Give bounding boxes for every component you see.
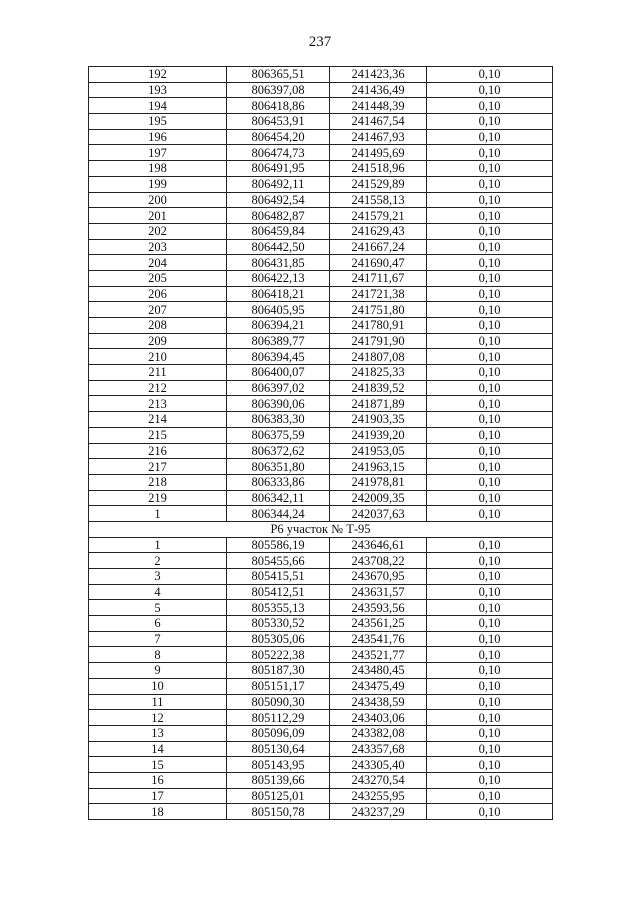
y-coordinate-cell: 243708,22 <box>330 553 427 569</box>
point-number-cell: 3 <box>89 569 227 585</box>
table-row <box>89 255 553 271</box>
x-coordinate-cell: 806394,21 <box>227 318 330 334</box>
y-coordinate-cell: 243357,68 <box>330 741 427 757</box>
x-coordinate-cell: 806431,85 <box>227 255 330 271</box>
x-coordinate-cell: 805151,17 <box>227 678 330 694</box>
table-row <box>89 145 553 161</box>
accuracy-cell: 0,10 <box>427 663 553 679</box>
table-row <box>89 757 553 773</box>
accuracy-cell: 0,10 <box>427 647 553 663</box>
x-coordinate-cell: 806454,20 <box>227 129 330 145</box>
point-number-cell: 196 <box>89 129 227 145</box>
x-coordinate-cell: 805125,01 <box>227 788 330 804</box>
y-coordinate-cell: 243480,45 <box>330 663 427 679</box>
accuracy-cell: 0,10 <box>427 788 553 804</box>
accuracy-cell: 0,10 <box>427 129 553 145</box>
x-coordinate-cell: 805150,78 <box>227 804 330 820</box>
accuracy-cell: 0,10 <box>427 412 553 428</box>
y-coordinate-cell: 241448,39 <box>330 98 427 114</box>
table-row <box>89 569 553 585</box>
accuracy-cell: 0,10 <box>427 569 553 585</box>
y-coordinate-cell: 243270,54 <box>330 772 427 788</box>
x-coordinate-cell: 806397,02 <box>227 380 330 396</box>
x-coordinate-cell: 805355,13 <box>227 600 330 616</box>
point-number-cell: 200 <box>89 192 227 208</box>
accuracy-cell: 0,10 <box>427 804 553 820</box>
x-coordinate-cell: 805090,30 <box>227 694 330 710</box>
point-number-cell: 204 <box>89 255 227 271</box>
y-coordinate-cell: 241825,33 <box>330 365 427 381</box>
point-number-cell: 1 <box>89 537 227 553</box>
y-coordinate-cell: 241667,24 <box>330 239 427 255</box>
y-coordinate-cell: 241791,90 <box>330 333 427 349</box>
x-coordinate-cell: 805305,06 <box>227 631 330 647</box>
y-coordinate-cell: 243646,61 <box>330 537 427 553</box>
table-row <box>89 365 553 381</box>
accuracy-cell: 0,10 <box>427 380 553 396</box>
point-number-cell: 217 <box>89 459 227 475</box>
x-coordinate-cell: 806418,21 <box>227 286 330 302</box>
table-body-part1 <box>89 67 553 522</box>
x-coordinate-cell: 806492,54 <box>227 192 330 208</box>
accuracy-cell: 0,10 <box>427 459 553 475</box>
y-coordinate-cell: 241963,15 <box>330 459 427 475</box>
y-coordinate-cell: 243593,56 <box>330 600 427 616</box>
y-coordinate-cell: 242037,63 <box>330 506 427 522</box>
point-number-cell: 18 <box>89 804 227 820</box>
point-number-cell: 203 <box>89 239 227 255</box>
accuracy-cell: 0,10 <box>427 600 553 616</box>
accuracy-cell: 0,10 <box>427 318 553 334</box>
table-row <box>89 208 553 224</box>
x-coordinate-cell: 806453,91 <box>227 114 330 130</box>
point-number-cell: 213 <box>89 396 227 412</box>
y-coordinate-cell: 241939,20 <box>330 427 427 443</box>
x-coordinate-cell: 806442,50 <box>227 239 330 255</box>
point-number-cell: 208 <box>89 318 227 334</box>
table-row <box>89 506 553 522</box>
accuracy-cell: 0,10 <box>427 537 553 553</box>
y-coordinate-cell: 241436,49 <box>330 82 427 98</box>
coordinates-table <box>88 66 553 820</box>
x-coordinate-cell: 806482,87 <box>227 208 330 224</box>
point-number-cell: 214 <box>89 412 227 428</box>
y-coordinate-cell: 241807,08 <box>330 349 427 365</box>
point-number-cell: 197 <box>89 145 227 161</box>
point-number-cell: 11 <box>89 694 227 710</box>
y-coordinate-cell: 243255,95 <box>330 788 427 804</box>
x-coordinate-cell: 806383,30 <box>227 412 330 428</box>
table-row <box>89 82 553 98</box>
y-coordinate-cell: 243382,08 <box>330 725 427 741</box>
accuracy-cell: 0,10 <box>427 710 553 726</box>
accuracy-cell: 0,10 <box>427 490 553 506</box>
point-number-cell: 8 <box>89 647 227 663</box>
accuracy-cell: 0,10 <box>427 725 553 741</box>
y-coordinate-cell: 241518,96 <box>330 161 427 177</box>
table-row <box>89 804 553 820</box>
point-number-cell: 195 <box>89 114 227 130</box>
table-row <box>89 678 553 694</box>
y-coordinate-cell: 243237,29 <box>330 804 427 820</box>
x-coordinate-cell: 806365,51 <box>227 67 330 83</box>
y-coordinate-cell: 243305,40 <box>330 757 427 773</box>
y-coordinate-cell: 241839,52 <box>330 380 427 396</box>
x-coordinate-cell: 806344,24 <box>227 506 330 522</box>
x-coordinate-cell: 805187,30 <box>227 663 330 679</box>
table-row <box>89 725 553 741</box>
x-coordinate-cell: 806418,86 <box>227 98 330 114</box>
table-row <box>89 396 553 412</box>
table-row <box>89 584 553 600</box>
point-number-cell: 218 <box>89 474 227 490</box>
table-row <box>89 443 553 459</box>
table-body-part2 <box>89 537 553 819</box>
y-coordinate-cell: 243403,06 <box>330 710 427 726</box>
point-number-cell: 10 <box>89 678 227 694</box>
y-coordinate-cell: 241558,13 <box>330 192 427 208</box>
x-coordinate-cell: 806400,07 <box>227 365 330 381</box>
accuracy-cell: 0,10 <box>427 82 553 98</box>
accuracy-cell: 0,10 <box>427 161 553 177</box>
x-coordinate-cell: 806459,84 <box>227 223 330 239</box>
accuracy-cell: 0,10 <box>427 114 553 130</box>
x-coordinate-cell: 805586,19 <box>227 537 330 553</box>
accuracy-cell: 0,10 <box>427 427 553 443</box>
x-coordinate-cell: 805112,29 <box>227 710 330 726</box>
accuracy-cell: 0,10 <box>427 631 553 647</box>
x-coordinate-cell: 806390,06 <box>227 396 330 412</box>
accuracy-cell: 0,10 <box>427 208 553 224</box>
point-number-cell: 9 <box>89 663 227 679</box>
point-number-cell: 216 <box>89 443 227 459</box>
accuracy-cell: 0,10 <box>427 223 553 239</box>
x-coordinate-cell: 806394,45 <box>227 349 330 365</box>
y-coordinate-cell: 241467,93 <box>330 129 427 145</box>
accuracy-cell: 0,10 <box>427 506 553 522</box>
table-row <box>89 114 553 130</box>
point-number-cell: 209 <box>89 333 227 349</box>
point-number-cell: 1 <box>89 506 227 522</box>
x-coordinate-cell: 805455,66 <box>227 553 330 569</box>
accuracy-cell: 0,10 <box>427 474 553 490</box>
accuracy-cell: 0,10 <box>427 443 553 459</box>
x-coordinate-cell: 806333,86 <box>227 474 330 490</box>
table-row <box>89 647 553 663</box>
table-row <box>89 412 553 428</box>
point-number-cell: 4 <box>89 584 227 600</box>
y-coordinate-cell: 241711,67 <box>330 270 427 286</box>
table-row <box>89 553 553 569</box>
point-number-cell: 7 <box>89 631 227 647</box>
section-title-row <box>89 521 553 537</box>
x-coordinate-cell: 805096,09 <box>227 725 330 741</box>
y-coordinate-cell: 241690,47 <box>330 255 427 271</box>
point-number-cell: 14 <box>89 741 227 757</box>
x-coordinate-cell: 806491,95 <box>227 161 330 177</box>
y-coordinate-cell: 241751,80 <box>330 302 427 318</box>
y-coordinate-cell: 241495,69 <box>330 145 427 161</box>
point-number-cell: 193 <box>89 82 227 98</box>
point-number-cell: 210 <box>89 349 227 365</box>
point-number-cell: 2 <box>89 553 227 569</box>
y-coordinate-cell: 243521,77 <box>330 647 427 663</box>
accuracy-cell: 0,10 <box>427 333 553 349</box>
y-coordinate-cell: 241903,35 <box>330 412 427 428</box>
table-row <box>89 427 553 443</box>
accuracy-cell: 0,10 <box>427 694 553 710</box>
y-coordinate-cell: 243438,59 <box>330 694 427 710</box>
table-row <box>89 490 553 506</box>
x-coordinate-cell: 805415,51 <box>227 569 330 585</box>
accuracy-cell: 0,10 <box>427 255 553 271</box>
section-header <box>89 521 553 537</box>
x-coordinate-cell: 805143,95 <box>227 757 330 773</box>
table-row <box>89 459 553 475</box>
table-row <box>89 318 553 334</box>
y-coordinate-cell: 241423,36 <box>330 67 427 83</box>
accuracy-cell: 0,10 <box>427 98 553 114</box>
y-coordinate-cell: 243670,95 <box>330 569 427 585</box>
table-row <box>89 349 553 365</box>
page-number: 237 <box>308 34 332 50</box>
x-coordinate-cell: 806474,73 <box>227 145 330 161</box>
y-coordinate-cell: 241529,89 <box>330 176 427 192</box>
accuracy-cell: 0,10 <box>427 145 553 161</box>
point-number-cell: 15 <box>89 757 227 773</box>
table-row <box>89 302 553 318</box>
table-row <box>89 161 553 177</box>
table-row <box>89 741 553 757</box>
point-number-cell: 207 <box>89 302 227 318</box>
table-row <box>89 788 553 804</box>
table-row <box>89 474 553 490</box>
y-coordinate-cell: 241953,05 <box>330 443 427 459</box>
table-row <box>89 333 553 349</box>
x-coordinate-cell: 806389,77 <box>227 333 330 349</box>
point-number-cell: 16 <box>89 772 227 788</box>
accuracy-cell: 0,10 <box>427 67 553 83</box>
point-number-cell: 219 <box>89 490 227 506</box>
x-coordinate-cell: 806397,08 <box>227 82 330 98</box>
accuracy-cell: 0,10 <box>427 616 553 632</box>
x-coordinate-cell: 805222,38 <box>227 647 330 663</box>
x-coordinate-cell: 806375,59 <box>227 427 330 443</box>
y-coordinate-cell: 243631,57 <box>330 584 427 600</box>
point-number-cell: 192 <box>89 67 227 83</box>
table-row <box>89 286 553 302</box>
point-number-cell: 205 <box>89 270 227 286</box>
table-row <box>89 663 553 679</box>
y-coordinate-cell: 241579,21 <box>330 208 427 224</box>
accuracy-cell: 0,10 <box>427 757 553 773</box>
table-row <box>89 223 553 239</box>
x-coordinate-cell: 805330,52 <box>227 616 330 632</box>
y-coordinate-cell: 241721,38 <box>330 286 427 302</box>
table-row <box>89 176 553 192</box>
accuracy-cell: 0,10 <box>427 396 553 412</box>
point-number-cell: 215 <box>89 427 227 443</box>
point-number-cell: 13 <box>89 725 227 741</box>
point-number-cell: 6 <box>89 616 227 632</box>
y-coordinate-cell: 241780,91 <box>330 318 427 334</box>
point-number-cell: 17 <box>89 788 227 804</box>
accuracy-cell: 0,10 <box>427 584 553 600</box>
accuracy-cell: 0,10 <box>427 741 553 757</box>
y-coordinate-cell: 243541,76 <box>330 631 427 647</box>
y-coordinate-cell: 242009,35 <box>330 490 427 506</box>
x-coordinate-cell: 806351,80 <box>227 459 330 475</box>
accuracy-cell: 0,10 <box>427 176 553 192</box>
accuracy-cell: 0,10 <box>427 286 553 302</box>
table-row <box>89 239 553 255</box>
x-coordinate-cell: 806342,11 <box>227 490 330 506</box>
y-coordinate-cell: 241629,43 <box>330 223 427 239</box>
table-row <box>89 537 553 553</box>
x-coordinate-cell: 805130,64 <box>227 741 330 757</box>
accuracy-cell: 0,10 <box>427 678 553 694</box>
table-row <box>89 270 553 286</box>
table-row <box>89 129 553 145</box>
table-row <box>89 192 553 208</box>
x-coordinate-cell: 806372,62 <box>227 443 330 459</box>
point-number-cell: 212 <box>89 380 227 396</box>
point-number-cell: 12 <box>89 710 227 726</box>
table-row <box>89 98 553 114</box>
point-number-cell: 198 <box>89 161 227 177</box>
y-coordinate-cell: 241978,81 <box>330 474 427 490</box>
x-coordinate-cell: 805139,66 <box>227 772 330 788</box>
y-coordinate-cell: 241467,54 <box>330 114 427 130</box>
y-coordinate-cell: 243475,49 <box>330 678 427 694</box>
table-row <box>89 380 553 396</box>
accuracy-cell: 0,10 <box>427 772 553 788</box>
point-number-cell: 211 <box>89 365 227 381</box>
table-row <box>89 710 553 726</box>
table-row <box>89 631 553 647</box>
section-title: Р6 участок № Т-95 <box>89 521 553 537</box>
x-coordinate-cell: 806492,11 <box>227 176 330 192</box>
accuracy-cell: 0,10 <box>427 239 553 255</box>
table-row <box>89 694 553 710</box>
accuracy-cell: 0,10 <box>427 349 553 365</box>
table-row <box>89 772 553 788</box>
x-coordinate-cell: 805412,51 <box>227 584 330 600</box>
y-coordinate-cell: 243561,25 <box>330 616 427 632</box>
accuracy-cell: 0,10 <box>427 302 553 318</box>
point-number-cell: 5 <box>89 600 227 616</box>
point-number-cell: 199 <box>89 176 227 192</box>
x-coordinate-cell: 806405,95 <box>227 302 330 318</box>
point-number-cell: 194 <box>89 98 227 114</box>
table-row <box>89 616 553 632</box>
accuracy-cell: 0,10 <box>427 365 553 381</box>
y-coordinate-cell: 241871,89 <box>330 396 427 412</box>
accuracy-cell: 0,10 <box>427 553 553 569</box>
table-row <box>89 67 553 83</box>
table-row <box>89 600 553 616</box>
point-number-cell: 206 <box>89 286 227 302</box>
point-number-cell: 201 <box>89 208 227 224</box>
accuracy-cell: 0,10 <box>427 192 553 208</box>
accuracy-cell: 0,10 <box>427 270 553 286</box>
x-coordinate-cell: 806422,13 <box>227 270 330 286</box>
point-number-cell: 202 <box>89 223 227 239</box>
